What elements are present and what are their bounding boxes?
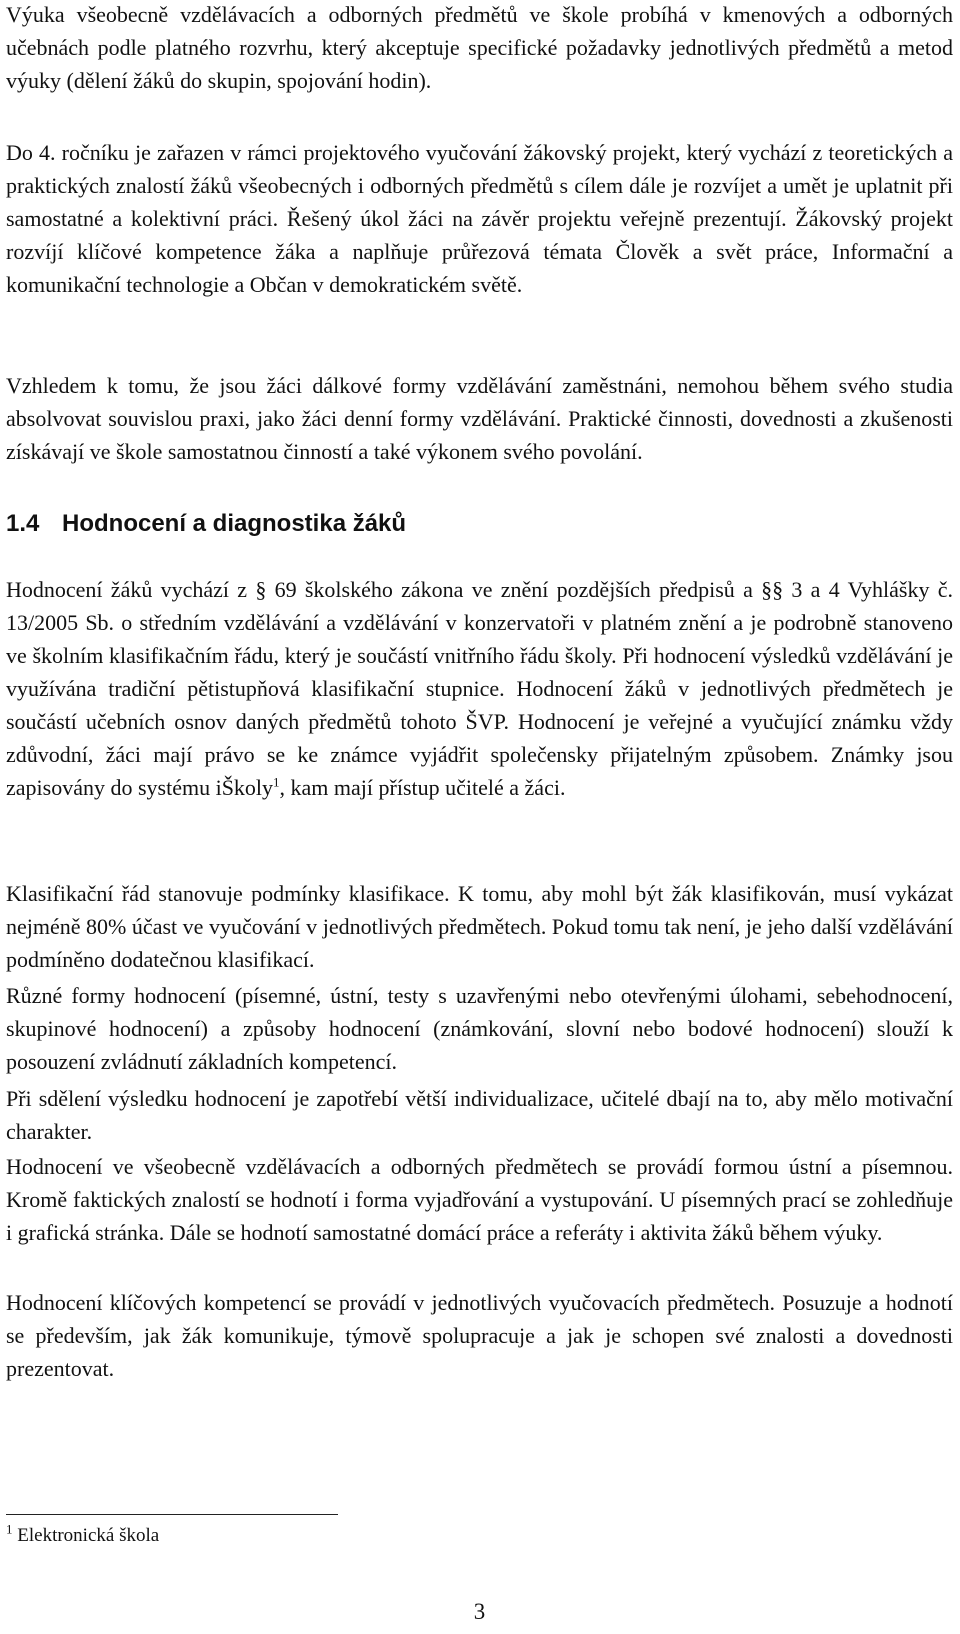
paragraph-key-competences: Hodnocení klíčových kompetencí se provádí v jednotlivých vyučovacích předmětech. Posuzuje a hodnotí se především, jak žák komunikuje, týmově spolupracuje a jak je schopen své znalosti a dovednosti prezentovat.	[6, 1290, 953, 1381]
footnote-divider	[6, 1514, 338, 1515]
paragraph-assessment-tail: , kam mají přístup učitelé a žáci.	[279, 775, 566, 800]
footnote-text: Elektronická škola	[17, 1525, 160, 1546]
section-title: Hodnocení a diagnostika žáků	[62, 510, 407, 537]
section-number: 1.4	[6, 510, 40, 537]
paragraph-assessment-forms: Různé formy hodnocení (písemné, ústní, testy s uzavřenými nebo otevřenými úlohami, sebehodnocení, skupinové hodnocení) a způsoby hodnocení (známkování, slovní nebo bodové hodnocení) slouží k posouzení zvládnutí základních kompetencí.	[6, 983, 953, 1074]
paragraph-general-subjects: Hodnocení ve všeobecně vzdělávacích a odborných předmětech se provádí formou ústní a písemnou. Kromě faktických znalostí se hodnotí i forma vyjadřování a vystupování. U písemných prací se zohledňuje i grafická stránka. Dále se hodnotí samostatné domácí práce a referáty i aktivita žáků během výuky.	[6, 1154, 953, 1245]
paragraph-teaching-organization: Výuka všeobecně vzdělávacích a odborných předmětů ve škole probíhá v kmenových a odborných učebnách podle platného rozvrhu, který akceptuje specifické požadavky jednotlivých předmětů a metod výuky (dělení žáků do skupin, spojování hodin).	[6, 2, 953, 93]
paragraph-classification-rules: Klasifikační řád stanovuje podmínky klasifikace. K tomu, aby mohl být žák klasifikován, musí vykázat nejméně 80% účast ve vyučování v jednotlivých předmětech. Pokud tomu tak není, je jeho další vzdělávání podmíněno dodatečnou klasifikací.	[6, 881, 953, 972]
paragraph-feedback: Při sdělení výsledku hodnocení je zapotřebí větší individualizace, učitelé dbají na to, aby mělo motivační charakter.	[6, 1086, 953, 1144]
paragraph-assessment-basis	[6, 573, 953, 804]
footnote-marker: 1	[6, 1521, 13, 1537]
footnote	[6, 1521, 160, 1548]
footnote-reference[interactable]: 1	[273, 774, 280, 790]
page-number: 3	[473, 1599, 486, 1624]
section-heading	[6, 508, 953, 540]
paragraph-assessment-text: Hodnocení žáků vychází z § 69 školského zákona ve znění pozdějších předpisů a §§ 3 a 4 Vyhlášky č. 13/2005 Sb. o středním vzdělávání a vzdělávání v konzervatoři v platném znění a je podrobně stanoveno ve školním klasifikačním řádu, který je součástí vnitřního řádu školy. Při hodnocení výsledků vzdělávání je využívána tradiční pětistupňová klasifikační stupnice. Hodnocení žáků v jednotlivých předmětech je součástí učebních osnov daných předmětů tohoto ŠVP. Hodnocení je veřejné a vyučující známku vždy zdůvodní, žáci mají právo se ke známce vyjádřit společensky přijatelným způsobem. Známky jsou zapisovány do systému iŠkoly	[6, 577, 953, 800]
paragraph-practice: Vzhledem k tomu, že jsou žáci dálkové formy vzdělávání zaměstnáni, nemohou během svého studia absolvovat souvislou praxi, jako žáci denní formy vzdělávání. Praktické činnosti, dovednosti a zkušenosti získávají ve škole samostatnou činností a také výkonem svého povolání.	[6, 373, 953, 464]
paragraph-student-project: Do 4. ročníku je zařazen v rámci projektového vyučování žákovský projekt, který vychází z teoretických a praktických znalostí žáků všeobecných i odborných předmětů s cílem dále je rozvíjet a umět je uplatnit při samostatné a kolektivní práci. Řešený úkol žáci na závěr projektu veřejně prezentují. Žákovský projekt rozvíjí klíčové kompetence žáka a naplňuje průřezová témata Člověk a svět práce, Informační a komunikační technologie a Občan v demokratickém světě.	[6, 140, 953, 297]
